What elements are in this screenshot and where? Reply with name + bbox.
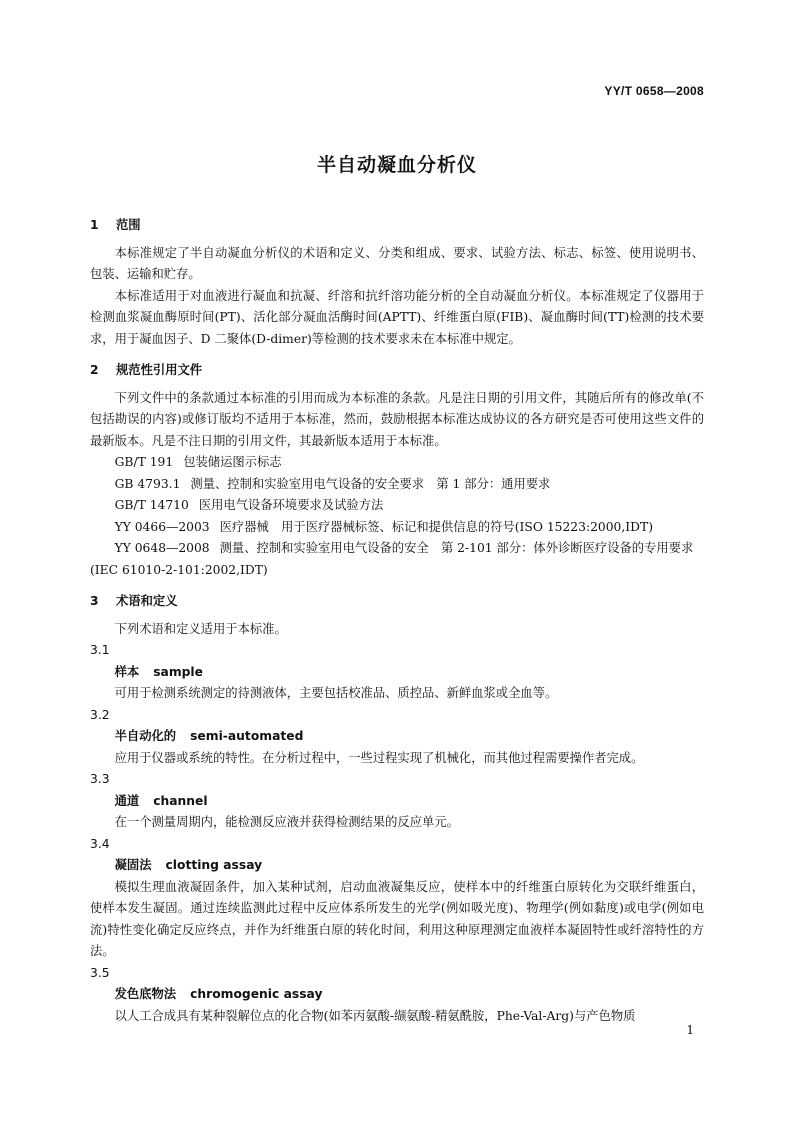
- reference-title: 医用电气设备环境要求及试验方法: [198, 498, 384, 512]
- reference-title: 包装储运图示标志: [183, 455, 282, 469]
- term-en: sample: [153, 664, 203, 679]
- term-number: 3.4: [90, 836, 110, 851]
- standard-code: YY/T 0658—2008: [604, 84, 704, 98]
- section-3-heading: [90, 591, 704, 613]
- term-cn: 半自动化的: [114, 729, 177, 743]
- term-number: 3.3: [90, 772, 110, 786]
- reference-code: GB 4793.1: [114, 476, 181, 491]
- term-en: chromogenic assay: [190, 987, 323, 1001]
- section-title: 范围: [116, 218, 141, 232]
- document-title: 半自动凝血分析仪: [316, 154, 477, 176]
- scope-paragraph-2: 本标准适用于对血液进行凝血和抗凝、纤溶和抗纤溶功能分析的全自动凝血分析仪。本标准规定了仪器用于检测血浆凝血酶原时间(PT)、活化部分凝血活酶时间(APTT)、纤维蛋白原(FIB)、凝血酶时间(TT)检测的技术要求，用于凝血因子、D 二聚体(D-dimer)等检测的技术要求未在本标准中规定。: [90, 288, 704, 346]
- term-heading: [90, 984, 704, 1006]
- section-number: 1: [90, 218, 99, 232]
- term-heading: [90, 662, 704, 684]
- term-en: clotting assay: [165, 858, 263, 872]
- section-1-heading: [90, 215, 704, 237]
- reference-title: 测量、控制和实验室用电气设备的安全 第 2-101 部分：体外诊断医疗设备的专用要求(IEC 61010-2-101:2002,IDT): [90, 541, 694, 577]
- term-definition: 可用于检测系统测定的待测液体，主要包括校准品、质控品、新鲜血浆或全血等。: [114, 686, 558, 700]
- reference-item: [90, 538, 704, 581]
- reference-item: [90, 452, 704, 474]
- references-intro: 下列文件中的条款通过本标准的引用而成为本标准的条款。凡是注日期的引用文件，其随后所有的修改单(不包括勘误的内容)或修订版均不适用于本标准，然而，鼓励根据本标准达成协议的各方研究是否可使用这些文件的最新版本。凡是不注日期的引用文件，其最新版本适用于本标准。: [90, 390, 704, 448]
- document-body: [90, 215, 704, 1027]
- page-number: 1: [686, 1023, 694, 1037]
- terms-intro: 下列术语和定义适用于本标准。: [114, 621, 287, 636]
- term-number: 3.5: [90, 965, 110, 980]
- reference-item: [90, 495, 704, 517]
- term-definition: 模拟生理血液凝固条件，加入某种试剂，启动血液凝集反应，使样本中的纤维蛋白原转化为交联纤维蛋白，使样本发生凝固。通过连续监测此过程中反应体系所发生的光学(例如吸光度)、物理学(例如黏度)或电学(例如电流)特性变化确定反应终点，并作为纤维蛋白原的转化时间，利用这种原理测定血液样本凝固特性或纤溶特性的方法。: [90, 879, 704, 958]
- term-heading: [90, 791, 704, 813]
- section-title: 规范性引用文件: [116, 363, 203, 377]
- term-heading: [90, 855, 704, 877]
- term-number: 3.2: [90, 707, 110, 722]
- term-en: semi-automated: [190, 729, 304, 743]
- term-cn: 凝固法: [114, 858, 152, 872]
- term-en: channel: [153, 793, 208, 808]
- term-definition: 在一个测量周期内，能检测反应液并获得检测结果的反应单元。: [114, 815, 459, 829]
- term-cn: 样本: [114, 664, 140, 679]
- section-number: 2: [90, 363, 99, 377]
- term-number: 3.1: [90, 643, 110, 657]
- term-definition: 以人工合成具有某种裂解位点的化合物(如苯丙氨酸-缬氨酸-精氨酰胺，Phe-Val-Arg)与产色物质: [114, 1008, 636, 1023]
- reference-code: YY 0466—2003: [114, 519, 210, 534]
- section-title: 术语和定义: [116, 594, 178, 608]
- reference-title: 医疗器械 用于医疗器械标签、标记和提供信息的符号(ISO 15223:2000,IDT): [219, 519, 654, 534]
- reference-code: GB/T 14710: [114, 498, 189, 512]
- reference-title: 测量、控制和实验室用电气设备的安全要求 第 1 部分：通用要求: [190, 476, 551, 491]
- reference-item: [90, 517, 704, 539]
- scope-paragraph-1: 本标准规定了半自动凝血分析仪的术语和定义、分类和组成、要求、试验方法、标志、标签、使用说明书、包装、运输和贮存。: [90, 245, 704, 281]
- term-heading: [90, 726, 704, 748]
- term-cn: 发色底物法: [114, 987, 177, 1001]
- section-number: 3: [90, 594, 99, 608]
- reference-code: YY 0648—2008: [114, 541, 210, 555]
- section-2-heading: [90, 360, 704, 382]
- reference-item: [90, 474, 704, 496]
- term-cn: 通道: [114, 793, 140, 808]
- term-definition: 应用于仪器或系统的特性。在分析过程中，一些过程实现了机械化，而其他过程需要操作者完成。: [114, 750, 644, 765]
- reference-code: GB/T 191: [114, 455, 174, 469]
